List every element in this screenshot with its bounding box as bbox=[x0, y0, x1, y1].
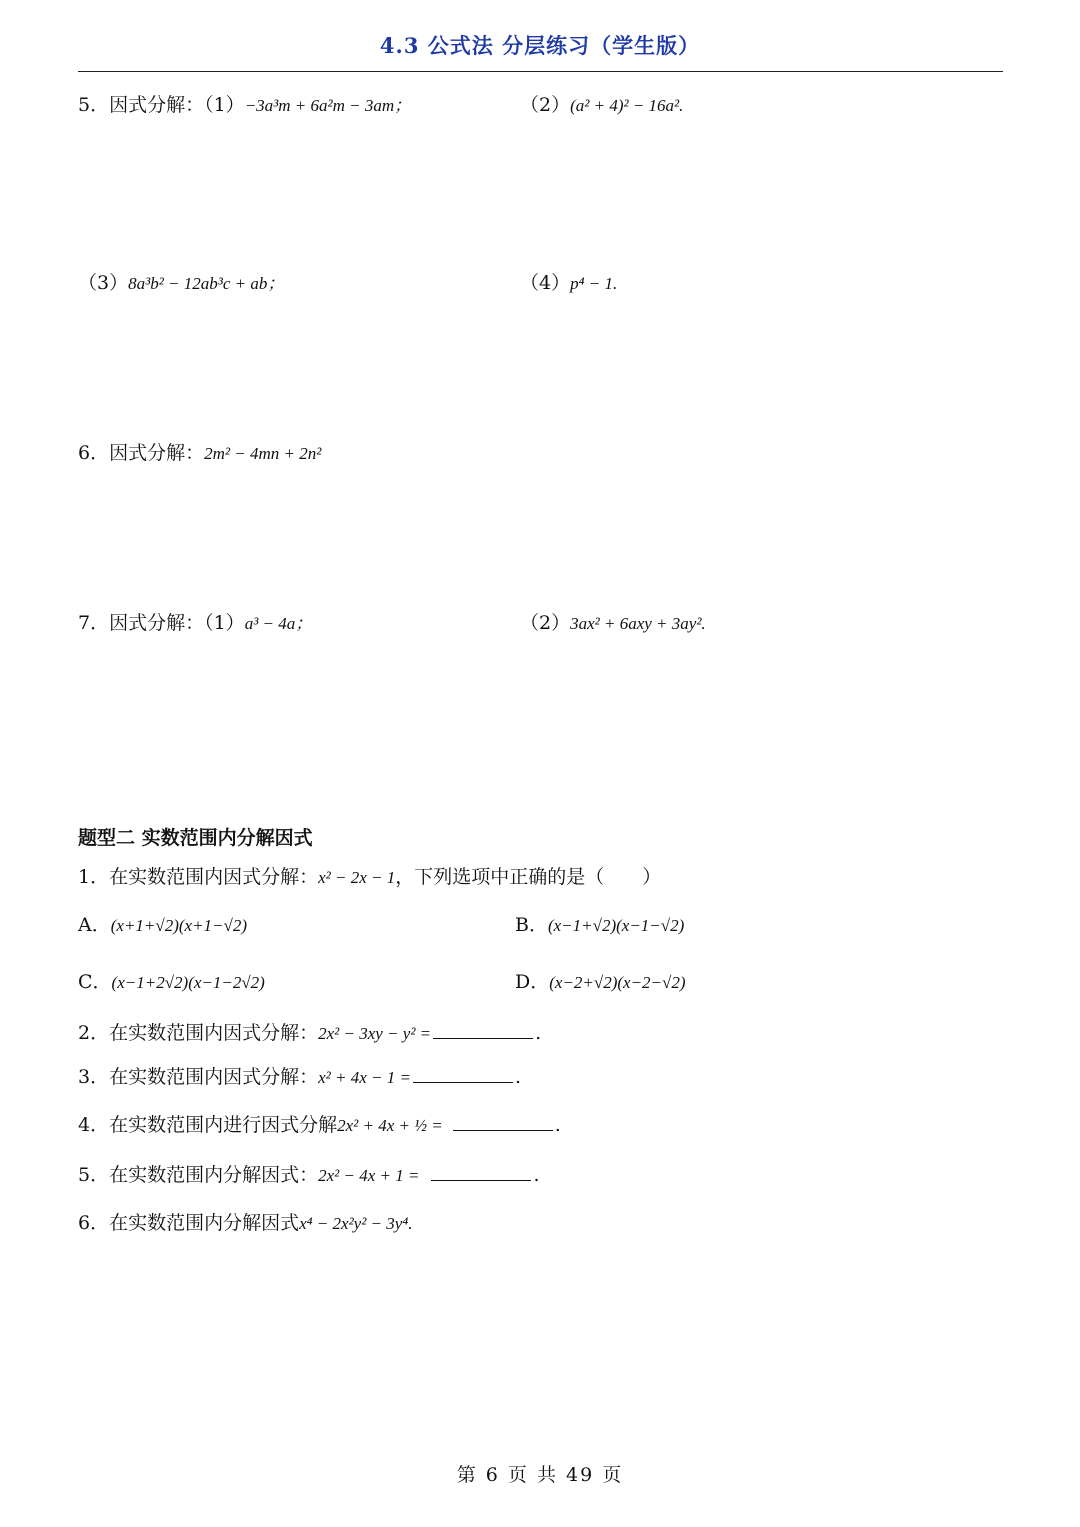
question-6-expression: x⁴ − 2x²y² − 3y⁴. bbox=[299, 1214, 413, 1233]
question-3 bbox=[78, 1066, 521, 1089]
problem-5-label-3: （3） bbox=[78, 272, 129, 294]
question-1 bbox=[78, 866, 661, 889]
problem-7-expression-2: 3ax² + 6axy + 3ay². bbox=[570, 614, 706, 633]
problem-5-part-4 bbox=[520, 272, 617, 295]
problem-6-expression: 2m² − 4mn + 2n² bbox=[204, 444, 322, 463]
question-5-expression: 2x² − 4x + 1 = bbox=[318, 1166, 420, 1185]
page-header-title: 4.3 公式法 分层练习（学生版） bbox=[379, 33, 701, 58]
problem-5-label: 5．因式分解：（1） bbox=[78, 94, 245, 116]
problem-7-label: 7．因式分解：（1） bbox=[78, 612, 245, 634]
problem-5-label-4: （4） bbox=[520, 272, 571, 294]
problem-5-expression-3: 8a³b² − 12ab³c + ab； bbox=[128, 274, 285, 293]
problem-5-expression-4: p⁴ − 1. bbox=[570, 274, 618, 293]
question-3-answer-blank[interactable] bbox=[413, 1066, 513, 1083]
problem-7-label-2: （2） bbox=[520, 612, 571, 634]
question-1-text: 1．在实数范围内因式分解： bbox=[78, 866, 319, 888]
question-4-period: . bbox=[554, 1114, 561, 1136]
option-d-label: D． bbox=[515, 971, 550, 993]
question-5-period: . bbox=[533, 1164, 540, 1186]
question-1-tail: ，下列选项中正确的是（ ） bbox=[395, 866, 662, 888]
option-c-label: C． bbox=[78, 971, 112, 993]
problem-5-label-2: （2） bbox=[520, 94, 571, 116]
section-heading: 题型二 实数范围内分解因式 bbox=[78, 827, 313, 849]
question-3-expression: x² + 4x − 1 = bbox=[318, 1068, 411, 1087]
question-2-answer-blank[interactable] bbox=[433, 1022, 533, 1039]
problem-5-part-3 bbox=[78, 272, 284, 295]
question-2-expression: 2x² − 3xy − y² = bbox=[318, 1024, 432, 1043]
question-2-text: 2．在实数范围内因式分解： bbox=[78, 1022, 319, 1044]
question-3-period: . bbox=[514, 1066, 521, 1088]
option-a-expression: (x+1+√2)(x+1−√2) bbox=[110, 916, 248, 935]
question-2-period: . bbox=[535, 1022, 542, 1044]
problem-5-part-2 bbox=[520, 94, 683, 117]
header-divider bbox=[78, 71, 1003, 72]
option-c-expression: (x−1+2√2)(x−1−2√2) bbox=[111, 973, 265, 992]
problem-5-expression-2: (a² + 4)² − 16a². bbox=[570, 96, 684, 115]
problem-6 bbox=[78, 442, 321, 465]
question-5 bbox=[78, 1164, 540, 1187]
option-b-expression: (x−1+√2)(x−1−√2) bbox=[547, 916, 685, 935]
option-a-label: A． bbox=[78, 914, 111, 936]
question-6-text: 6．在实数范围内分解因式 bbox=[78, 1212, 300, 1234]
problem-5-expression-1: −3a³m + 6a²m − 3am； bbox=[244, 96, 412, 115]
option-a bbox=[78, 914, 247, 937]
question-4 bbox=[78, 1114, 561, 1137]
problem-6-label: 6．因式分解： bbox=[78, 442, 205, 464]
question-6 bbox=[78, 1212, 412, 1235]
problem-5-part-1 bbox=[78, 94, 411, 117]
question-4-text: 4．在实数范围内进行因式分解 bbox=[78, 1114, 338, 1136]
question-5-answer-blank[interactable] bbox=[431, 1164, 531, 1181]
question-3-text: 3．在实数范围内因式分解： bbox=[78, 1066, 319, 1088]
option-b bbox=[515, 914, 684, 937]
problem-7-part-1 bbox=[78, 612, 312, 635]
problem-7-part-2 bbox=[520, 612, 706, 635]
problem-7-expression-1: a³ − 4a； bbox=[244, 614, 313, 633]
question-4-expression: 2x² + 4x + ½ = bbox=[337, 1116, 443, 1135]
question-1-expression: x² − 2x − 1 bbox=[318, 868, 396, 887]
question-5-text: 5．在实数范围内分解因式： bbox=[78, 1164, 319, 1186]
question-2 bbox=[78, 1022, 541, 1045]
option-d-expression: (x−2+√2)(x−2−√2) bbox=[549, 973, 686, 992]
option-d bbox=[515, 971, 686, 994]
page-footer: 第 6 页 共 49 页 bbox=[456, 1464, 624, 1486]
option-b-label: B． bbox=[515, 914, 548, 936]
option-c bbox=[78, 971, 265, 994]
question-4-answer-blank[interactable] bbox=[453, 1114, 553, 1131]
